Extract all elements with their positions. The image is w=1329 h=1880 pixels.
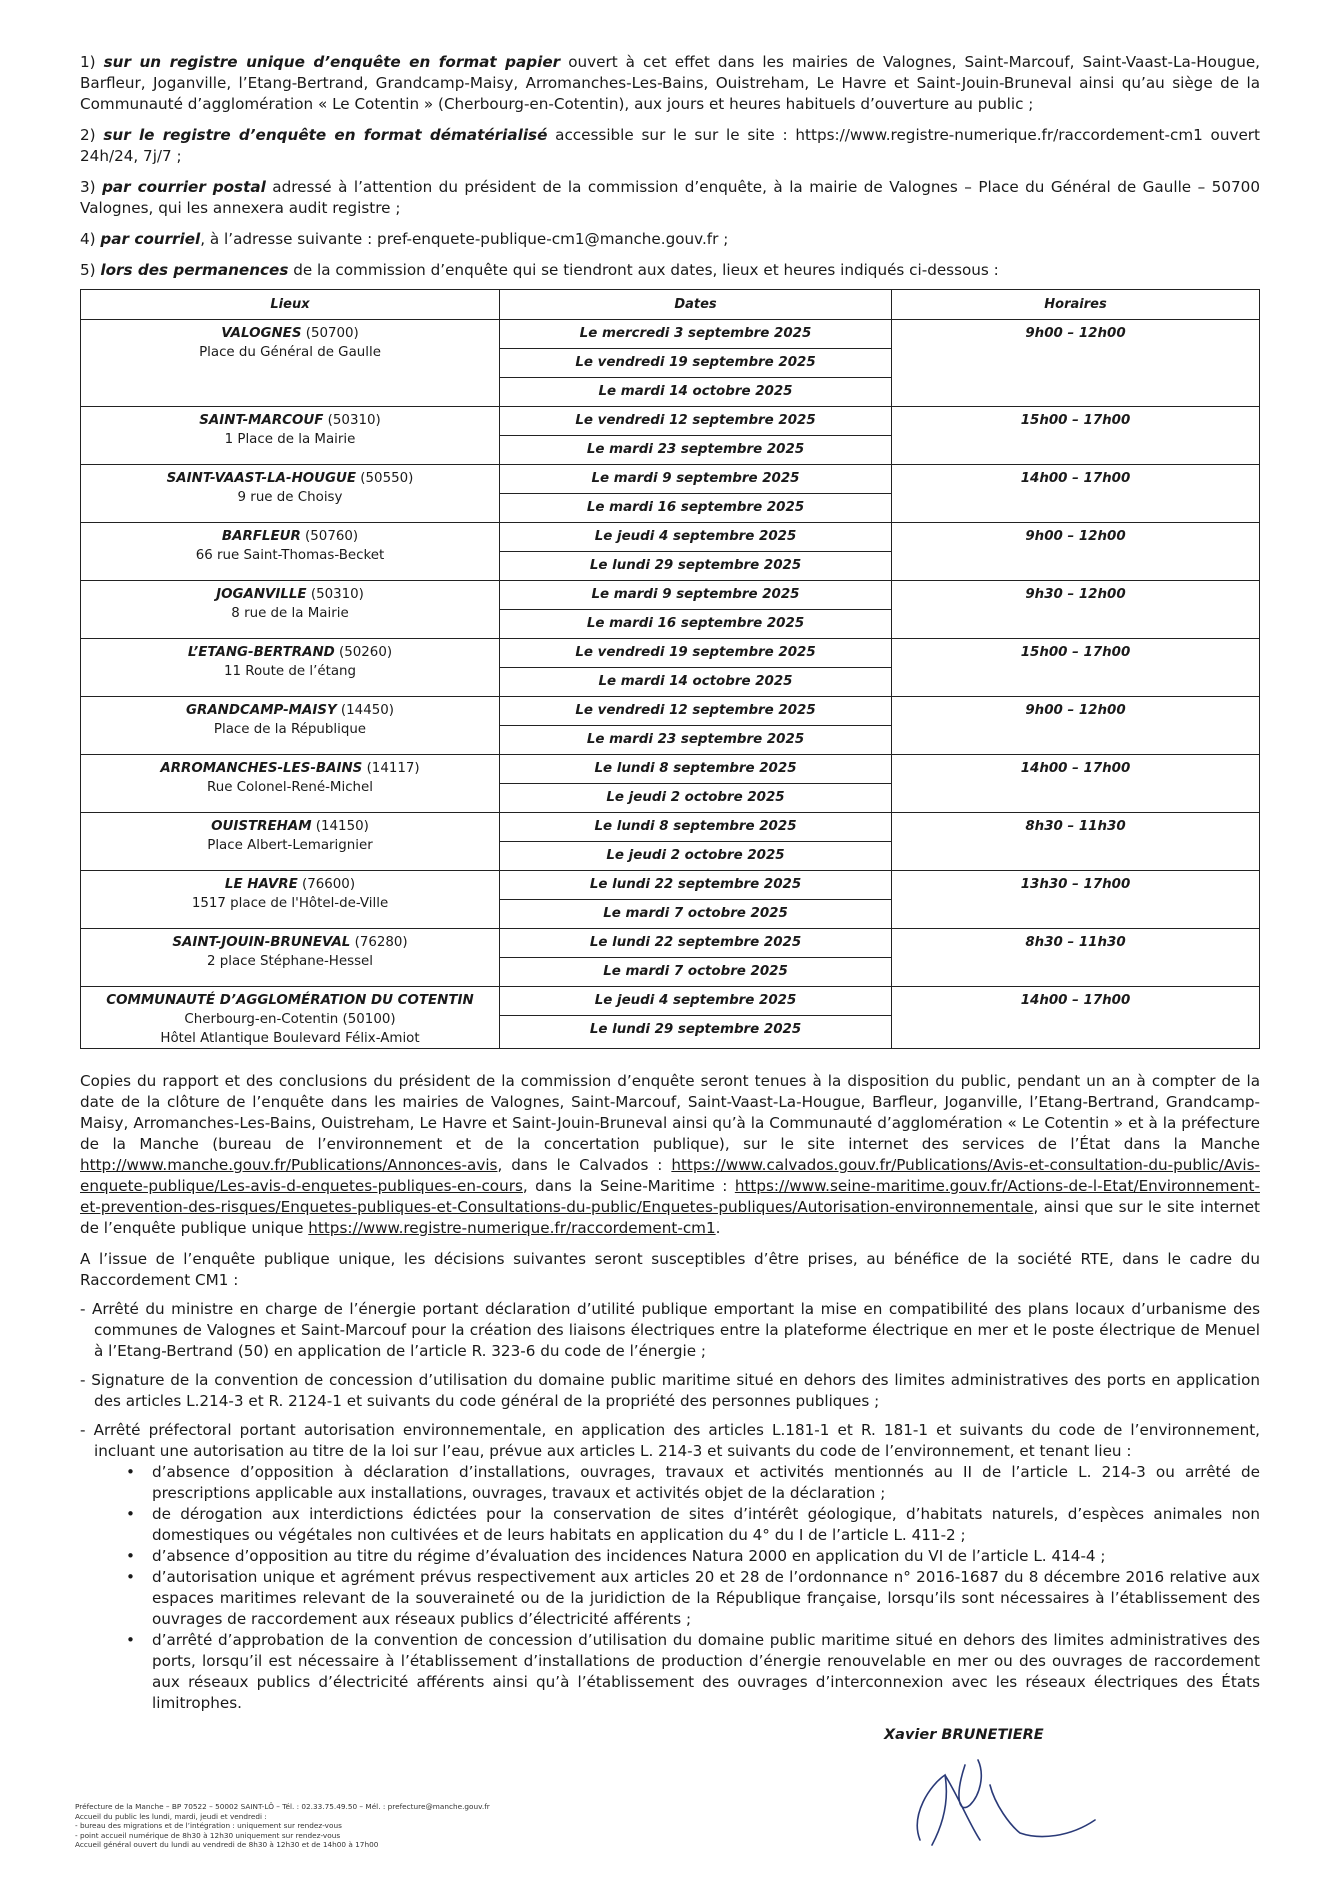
date-entry: Le jeudi 2 octobre 2025 — [500, 841, 891, 870]
intro-item-3: 3) par courrier postal adressé à l’attention du président de la commission d’enquête, à la mairie de Valognes – Place du Général de Gaulle – 50700 Valognes, qui les annexera audit registre ; — [80, 178, 1260, 217]
lieu-address-2: Hôtel Atlantique Boulevard Félix-Amiot — [160, 1031, 420, 1046]
date-entry: Le lundi 29 septembre 2025 — [500, 551, 891, 580]
cell-lieu — [81, 987, 500, 1049]
bullet-glyph: • — [126, 1568, 135, 1586]
bullet-item: • de dérogation aux interdictions édictées pour la conservation de sites d’intérêt géologique, d’habitats naturels, d’espèces animales non domestiques ou végétales non cultivées et de leurs habitats en application du 4° du I de l’article L. 411-2 ; — [126, 1505, 1260, 1544]
document-page — [80, 52, 1260, 1714]
intro-item-2: 2) sur le registre d’enquête en format dématérialisé accessible sur le sur le site : https://www.registre-numerique.fr/raccordement-cm1 ouvert 24h/24, 7j/7 ; — [80, 126, 1260, 165]
lieu-title — [81, 701, 499, 720]
lieu-name: COMMUNAUTÉ D’AGGLOMÉRATION DU COTENTIN — [106, 993, 474, 1008]
header-lieux: Lieux — [81, 290, 500, 320]
cell-lieu — [81, 929, 500, 987]
cell-horaires: 9h00 – 12h00 — [892, 697, 1260, 755]
date-entry: Le lundi 8 septembre 2025 — [594, 761, 797, 776]
lieu-title — [81, 991, 499, 1010]
lieu-name: GRANDCAMP-MAISY — [186, 703, 337, 718]
item-2-emphasis: sur le registre d’enquête en format dématérialisé — [103, 126, 548, 144]
lieu-name: LE HAVRE — [224, 877, 298, 892]
cell-horaires: 8h30 – 11h30 — [892, 813, 1260, 871]
signature-name: Xavier BRUNETIERE — [884, 1727, 1044, 1743]
lieu-address: Cherbourg-en-Cotentin (50100) — [184, 1012, 396, 1027]
item-1-emphasis: sur un registre unique d’enquête en format papier — [103, 53, 561, 71]
table-row — [81, 320, 1260, 407]
lieu-code: (50550) — [356, 471, 414, 486]
footer-line: - point accueil numérique de 8h30 à 12h30 uniquement sur rendez-vous — [75, 1830, 341, 1840]
link-seine-maritime[interactable]: https://www.seine-maritime.gouv.fr/Actions-de-l-Etat/Environnement-et-prevention-des-risques/Enquetes-publiques-et-Consultations-du-public/Enquetes-publiques/Autorisation-environnementale — [80, 1177, 1260, 1216]
header-horaires: Horaires — [892, 290, 1260, 320]
lieu-name: SAINT-VAAST-LA-HOUGUE — [166, 471, 357, 486]
cell-lieu — [81, 871, 500, 929]
item-4-emphasis: par courriel — [100, 230, 201, 248]
item-3-emphasis: par courrier postal — [102, 178, 266, 196]
issue-paragraph: A l’issue de l’enquête publique unique, les décisions suivantes seront susceptibles d’être prises, au bénéfice de la société RTE, dans le cadre du Raccordement CM1 : — [80, 1250, 1260, 1289]
lieu-code: (76280) — [350, 935, 408, 950]
cell-horaires: 15h00 – 17h00 — [892, 407, 1260, 465]
cell-horaires: 13h30 – 17h00 — [892, 871, 1260, 929]
link-manche[interactable]: http://www.manche.gouv.fr/Publications/Annonces-avis — [80, 1156, 498, 1174]
table-row — [81, 581, 1260, 639]
date-entry: Le mardi 14 octobre 2025 — [500, 377, 891, 406]
lieu-name: SAINT-MARCOUF — [199, 413, 324, 428]
footer-line: Préfecture de la Manche – BP 70522 – 50002 SAINT-LÔ – Tél. : 02.33.75.49.50 – Mél. : prefecture@manche.gouv.fr — [75, 1802, 490, 1811]
date-entry: Le jeudi 2 octobre 2025 — [500, 783, 891, 812]
bullet-item: • d’absence d’opposition au titre du régime d’évaluation des incidences Natura 2000 en application du VI de l’article L. 414-4 ; — [126, 1547, 1106, 1565]
lieu-title — [81, 759, 499, 778]
cell-lieu — [81, 523, 500, 581]
permanences-table — [80, 289, 1260, 1049]
intro-item-4: 4) par courriel, à l’adresse suivante : pref-enquete-publique-cm1@manche.gouv.fr ; — [80, 230, 729, 248]
footer-line: Accueil du public les lundi, mardi, jeudi et vendredi : — [75, 1811, 267, 1821]
cell-lieu — [81, 755, 500, 813]
lieu-title — [81, 324, 499, 343]
date-entry: Le vendredi 12 septembre 2025 — [575, 703, 816, 718]
intro-item-1: 1) sur un registre unique d’enquête en format papier ouvert à cet effet dans les mairies de Valognes, Saint-Marcouf, Saint-Vaast-La-Hougue, Barfleur, Joganville, l’Etang-Bertrand, Grandcamp-Maisy, Arromanches-Les-Bains, Ouistreham, Le Havre et Saint-Jouin-Bruneval ainsi qu’au siège de la Communauté d’agglomération « Le Cotentin » (Cherbourg-en-Cotentin), aux jours et heures habituels d’ouverture au public ; — [80, 53, 1261, 113]
date-entry: Le mercredi 3 septembre 2025 — [579, 326, 812, 341]
decisions-list — [80, 1299, 1260, 1462]
cell-dates — [500, 320, 892, 407]
date-entry: Le lundi 22 septembre 2025 — [589, 935, 802, 950]
link-registre[interactable]: https://www.registre-numerique.fr/raccordement-cm1 — [308, 1219, 716, 1237]
lieu-address: 1 Place de la Mairie — [224, 432, 356, 447]
date-entry: Le mardi 7 octobre 2025 — [500, 957, 891, 986]
intro-item-5: 5) lors des permanences de la commission d’enquête qui se tiendront aux dates, lieux et heures indiqués ci-dessous : — [80, 261, 999, 279]
date-entry: Le vendredi 12 septembre 2025 — [575, 413, 816, 428]
date-entry: Le mardi 16 septembre 2025 — [500, 493, 891, 522]
lieu-code: (50260) — [334, 645, 393, 660]
lieu-title — [81, 643, 499, 662]
footer-line: - bureau des migrations et de l’intégration : uniquement sur rendez-vous — [75, 1821, 342, 1831]
cell-dates — [500, 581, 892, 639]
cell-horaires: 8h30 – 11h30 — [892, 929, 1260, 987]
bullet-glyph: • — [126, 1547, 135, 1565]
cell-horaires: 14h00 – 17h00 — [892, 987, 1260, 1049]
cell-dates — [500, 871, 892, 929]
cell-dates — [500, 407, 892, 465]
lieu-code: (14150) — [311, 819, 369, 834]
lieu-code: (50310) — [323, 413, 381, 428]
bullet-glyph: • — [126, 1505, 135, 1523]
table-row — [81, 697, 1260, 755]
cell-lieu — [81, 407, 500, 465]
date-entry: Le mardi 23 septembre 2025 — [500, 435, 891, 464]
table-row — [81, 813, 1260, 871]
cell-dates — [500, 697, 892, 755]
lieu-name: VALOGNES — [221, 326, 302, 341]
lieu-address: 8 rue de la Mairie — [231, 606, 349, 621]
lieu-address: Place Albert-Lemarignier — [207, 838, 373, 853]
lieu-address: Rue Colonel-René-Michel — [207, 780, 373, 795]
date-entry: Le lundi 8 septembre 2025 — [594, 819, 797, 834]
bullet-item: • d’absence d’opposition à déclaration d’installations, ouvrages, travaux et activités mentionnés au II de l’article L. 214-3 ou arrêté de prescriptions applicable aux installations, ouvrages, travaux et activités objet de la déclaration ; — [126, 1463, 1260, 1502]
date-entry: Le jeudi 4 septembre 2025 — [594, 529, 797, 544]
cell-dates — [500, 523, 892, 581]
lieu-address: 2 place Stéphane-Hessel — [206, 954, 374, 969]
lieu-code: (50310) — [306, 587, 364, 602]
sub-bullets-list — [80, 1462, 1260, 1714]
lieu-address: 11 Route de l’étang — [223, 664, 357, 679]
date-entry: Le lundi 29 septembre 2025 — [500, 1015, 891, 1044]
decision-item: - Signature de la convention de concession d’utilisation du domaine public maritime situé en dehors des limites administratives des ports en application des articles L.214-3 et R. 2124-1 et suivants du code général de la propriété des personnes publiques ; — [80, 1371, 1260, 1410]
table-header-row — [81, 290, 1260, 320]
item-5-emphasis: lors des permanences — [100, 261, 289, 279]
date-entry: Le mardi 9 septembre 2025 — [591, 587, 800, 602]
lieu-code: (14117) — [362, 761, 420, 776]
date-entry: Le vendredi 19 septembre 2025 — [500, 348, 891, 377]
cell-dates — [500, 465, 892, 523]
header-dates: Dates — [500, 290, 892, 320]
bullet-glyph: • — [126, 1463, 135, 1481]
table-row — [81, 871, 1260, 929]
date-entry: Le mardi 16 septembre 2025 — [500, 609, 891, 638]
cell-dates — [500, 929, 892, 987]
lieu-address: 9 rue de Choisy — [237, 490, 343, 505]
lieu-code: (50760) — [300, 529, 359, 544]
date-entry: Le mardi 23 septembre 2025 — [500, 725, 891, 754]
link-calvados[interactable]: https://www.calvados.gouv.fr/Publications/Avis-et-consultation-du-public/Avis-enquete-publique/Les-avis-d-enquetes-publiques-en-cours — [80, 1156, 1260, 1195]
copies-paragraph: Copies du rapport et des conclusions du président de la commission d’enquête seront tenues à la disposition du public, pendant un an à compter de la date de la clôture de l’enquête dans les mairies de Valognes, Saint-Marcouf, Saint-Vaast-La-Hougue, Barfleur, Joganville, l’Etang-Bertrand, Grandcamp-Maisy, Arromanches-Les-Bains, Ouistreham, Le Havre et Saint-Jouin-Bruneval ainsi qu’à la Communauté d’agglomération « Le Cotentin » et à la préfecture de la Manche (bureau de l’environnement et de la concertation publique), sur le site internet des services de l’État dans la Manche http://www.manche.gouv.fr/Publications/Annonces-avis, dans le Calvados : https://www.calvados.gouv.fr/Publications/Avis-et-consultation-du-public/Avis-enquete-publique/Les-avis-d-enquetes-publiques-en-cours, dans la Seine-Maritime : https://www.seine-maritime.gouv.fr/Actions-de-l-Etat/Environnement-et-prevention-des-risques/Enquetes-publiques-et-Consultations-du-public/Enquetes-publiques/Autorisation-environnementale, ainsi que sur le site internet de l’enquête publique unique https://www.registre-numerique.fr/raccordement-cm1. — [80, 1072, 1260, 1237]
date-entry: Le vendredi 19 septembre 2025 — [575, 645, 816, 660]
cell-lieu — [81, 697, 500, 755]
cell-lieu — [81, 465, 500, 523]
cell-lieu — [81, 813, 500, 871]
table-row — [81, 465, 1260, 523]
cell-dates — [500, 813, 892, 871]
lieu-address: 1517 place de l'Hôtel-de-Ville — [191, 896, 389, 911]
table-row — [81, 407, 1260, 465]
footer — [75, 1802, 490, 1850]
table-body — [81, 320, 1260, 1049]
cell-horaires: 9h00 – 12h00 — [892, 523, 1260, 581]
lieu-name: JOGANVILLE — [216, 587, 307, 602]
date-entry: Le lundi 22 septembre 2025 — [589, 877, 802, 892]
lieu-title — [81, 527, 499, 546]
lieu-code: (76600) — [297, 877, 356, 892]
bullet-item: • d’arrêté d’approbation de la convention de concession d’utilisation du domaine public maritime situé en dehors des limites administratives des ports, lorsqu’il est nécessaire à l’établissement d’installations de production d’énergie renouvelable en mer ou des ouvrages de raccordement aux réseaux publics d’électricité afférents ainsi qu’à l’établissement des ouvrages d’interconnexion avec les réseaux électriques des États limitrophes. — [126, 1631, 1260, 1712]
date-entry: Le mardi 7 octobre 2025 — [500, 899, 891, 928]
cell-lieu — [81, 639, 500, 697]
cell-dates — [500, 639, 892, 697]
cell-dates — [500, 755, 892, 813]
lieu-title — [81, 469, 499, 488]
lieu-name: OUISTREHAM — [211, 819, 312, 834]
footer-line: Accueil général ouvert du lundi au vendredi de 8h30 à 12h30 et de 14h00 à 17h00 — [75, 1840, 379, 1850]
lieu-title — [81, 817, 499, 836]
cell-horaires: 9h30 – 12h00 — [892, 581, 1260, 639]
date-entry: Le jeudi 4 septembre 2025 — [594, 993, 797, 1008]
cell-dates — [500, 987, 892, 1049]
cell-horaires: 9h00 – 12h00 — [892, 320, 1260, 407]
lieu-title — [81, 933, 499, 952]
handwritten-signature — [870, 1745, 1110, 1855]
lieu-title — [81, 411, 499, 430]
lieu-title — [81, 585, 499, 604]
table-row — [81, 929, 1260, 987]
bullet-glyph: • — [126, 1631, 135, 1649]
lieu-name: ARROMANCHES-LES-BAINS — [160, 761, 363, 776]
date-entry: Le mardi 14 octobre 2025 — [500, 667, 891, 696]
lieu-code: (14450) — [336, 703, 394, 718]
decision-item: - Arrêté préfectoral portant autorisation environnementale, en application des articles L.181-1 et R. 181-1 et suivants du code de l’environnement, incluant une autorisation au titre de la loi sur l’eau, prévue aux articles L. 214-3 et suivants du code de l’environnement, et tenant lieu : — [80, 1421, 1260, 1460]
date-entry: Le mardi 9 septembre 2025 — [591, 471, 800, 486]
table-row — [81, 755, 1260, 813]
cell-lieu — [81, 320, 500, 407]
lieu-name: SAINT-JOUIN-BRUNEVAL — [172, 935, 351, 950]
table-row — [81, 639, 1260, 697]
cell-lieu — [81, 581, 500, 639]
lieu-name: BARFLEUR — [221, 529, 301, 544]
cell-horaires: 15h00 – 17h00 — [892, 639, 1260, 697]
lieu-address: Place de la République — [213, 722, 367, 737]
lieu-address: Place du Général de Gaulle — [199, 345, 381, 360]
lieu-title — [81, 875, 499, 894]
table-row — [81, 523, 1260, 581]
bullet-item: • d’autorisation unique et agrément prévus respectivement aux articles 20 et 28 de l’ordonnance n° 2016-1687 du 8 décembre 2016 relative aux espaces maritimes relevant de la souveraineté ou de la juridiction de la République française, lorsqu’ils sont nécessaires à l’établissement des ouvrages de raccordement aux réseaux publics d’électricité afférents ; — [126, 1568, 1260, 1628]
table-row — [81, 987, 1260, 1049]
lieu-name: L’ETANG-BERTRAND — [187, 645, 335, 660]
lieu-code: (50700) — [301, 326, 359, 341]
decision-item: - Arrêté du ministre en charge de l’énergie portant déclaration d’utilité publique emportant la mise en compatibilité des plans locaux d’urbanisme des communes de Valognes et Saint-Marcouf pour la création des liaisons électriques entre la plateforme électrique en mer et le poste électrique de Menuel à l’Etang-Bertrand (50) en application de l’article R. 323-6 du code de l’énergie ; — [80, 1300, 1260, 1360]
cell-horaires: 14h00 – 17h00 — [892, 465, 1260, 523]
cell-horaires: 14h00 – 17h00 — [892, 755, 1260, 813]
lieu-address: 66 rue Saint-Thomas-Becket — [195, 548, 385, 563]
